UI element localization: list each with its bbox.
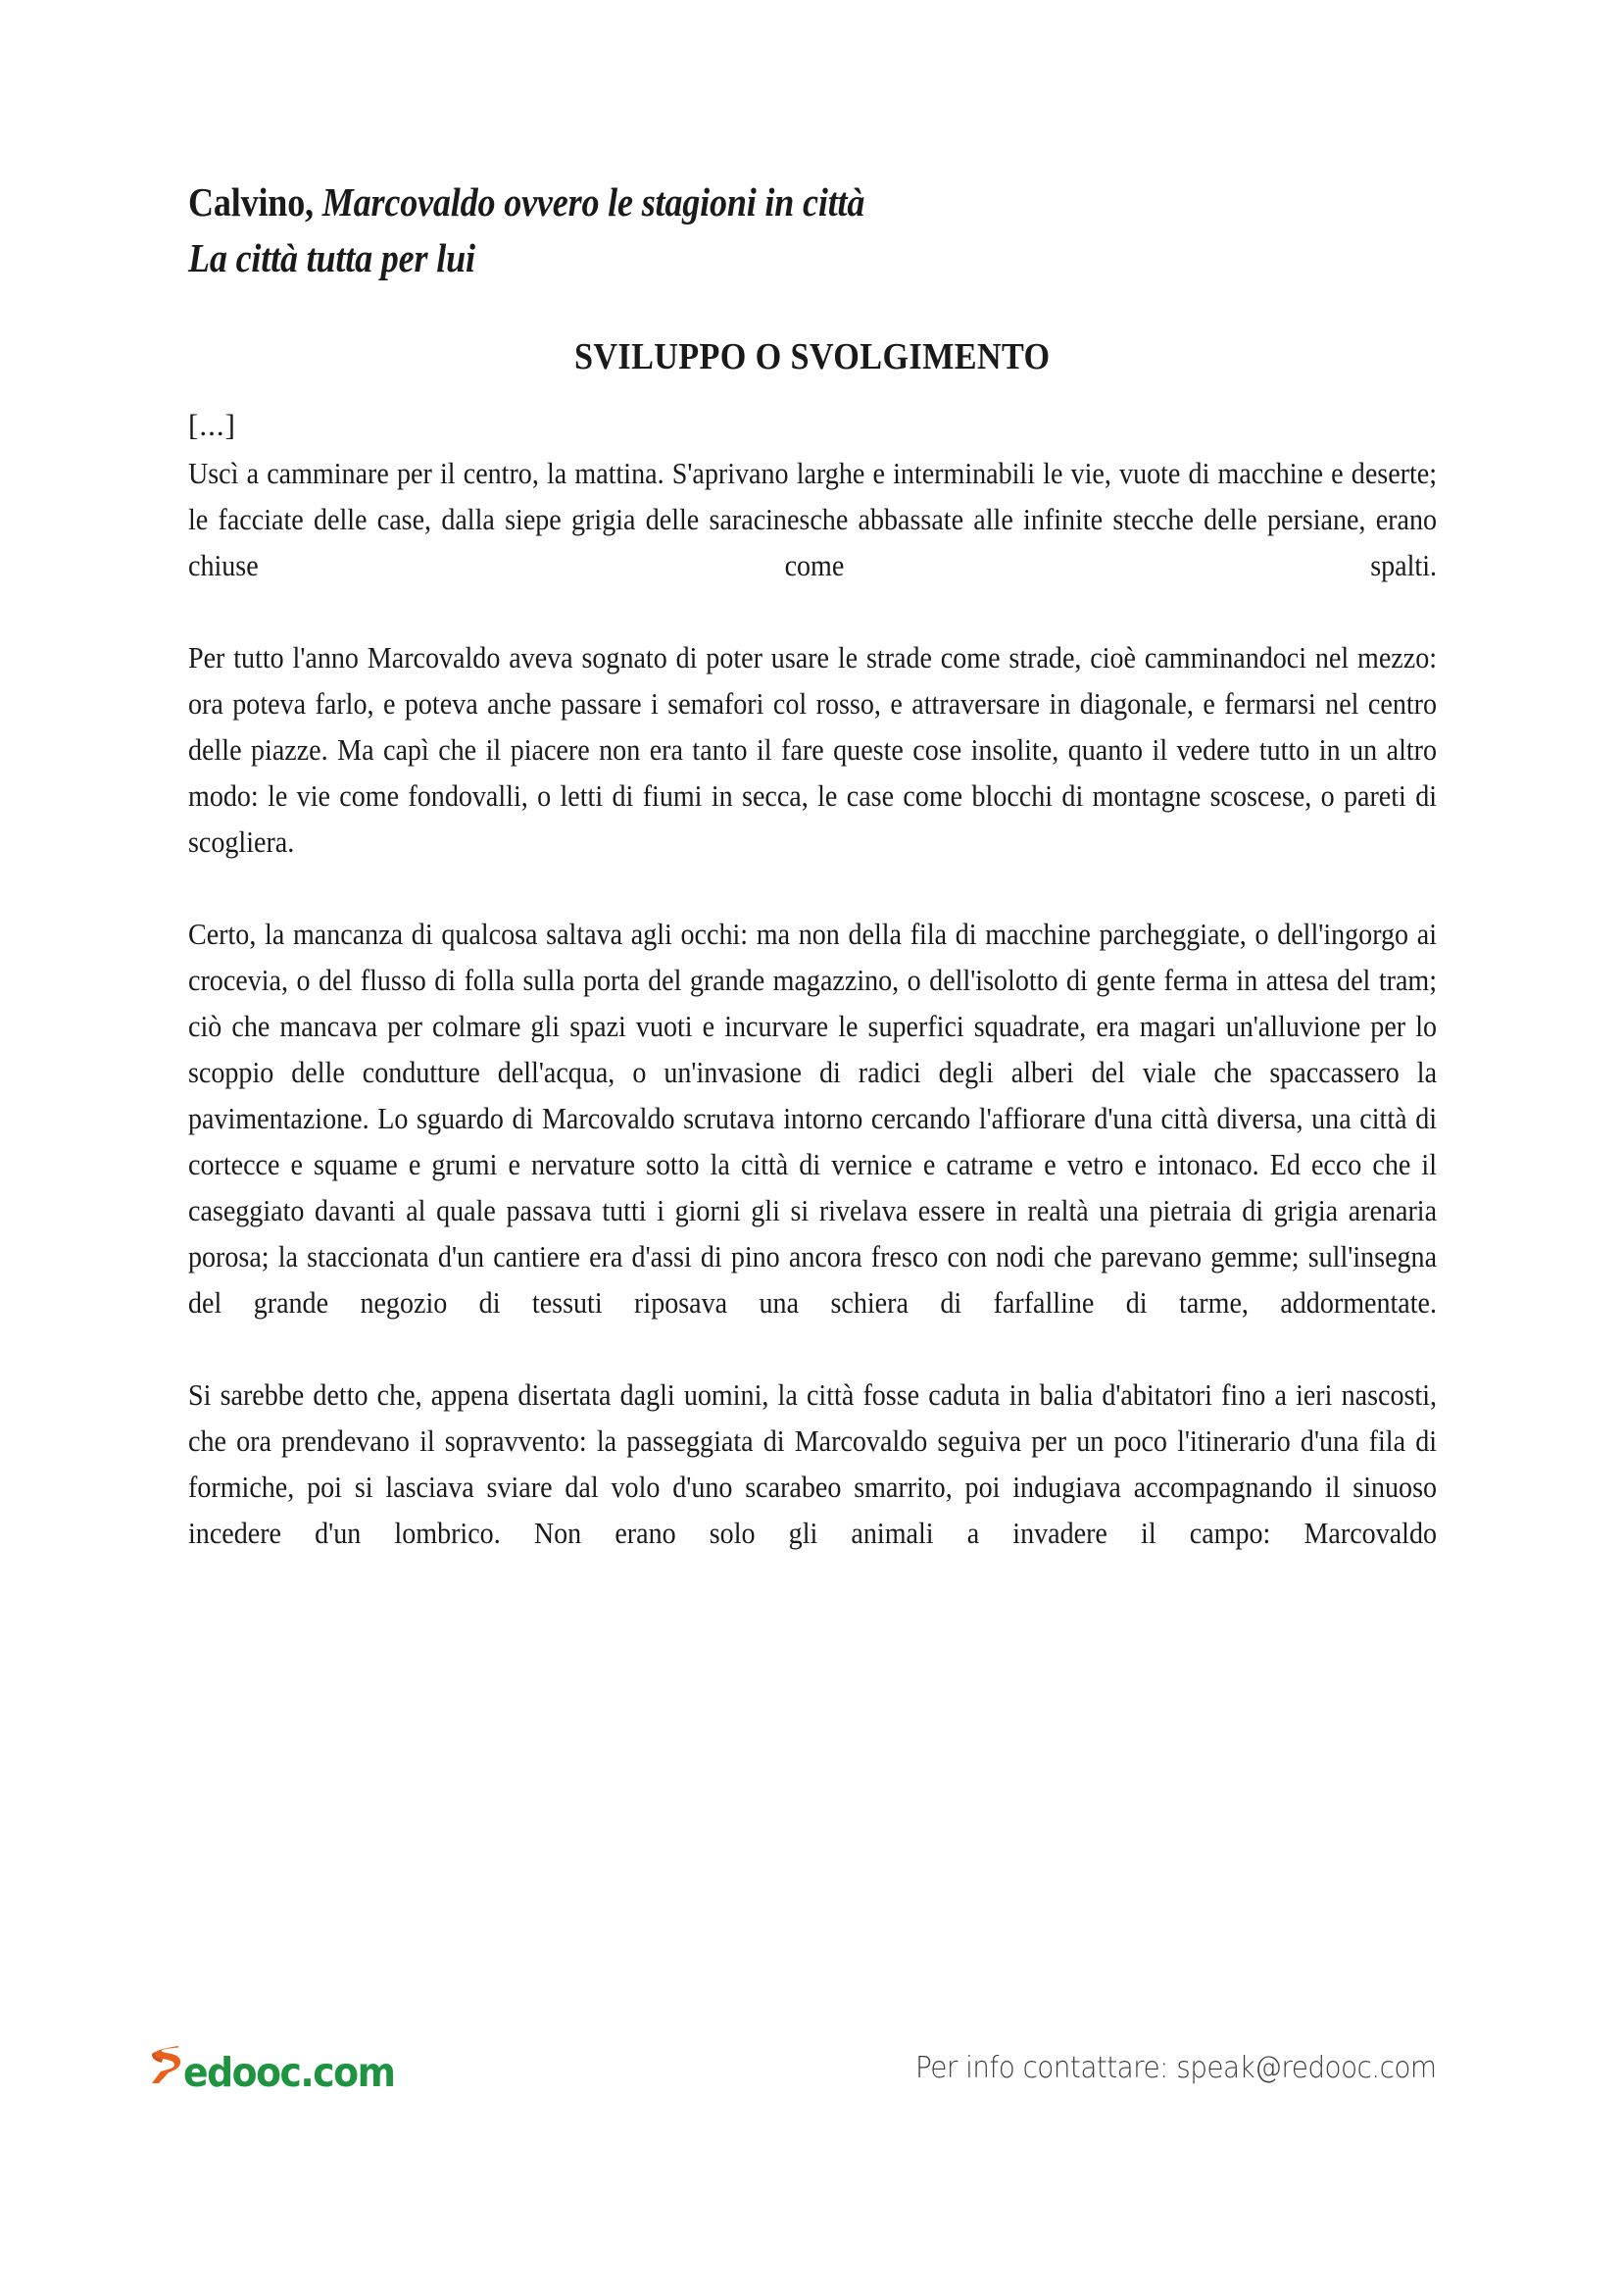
document-subtitle: La città tutta per lui: [188, 235, 475, 280]
page-footer: [183, 2033, 1437, 2121]
document-title: [188, 175, 1430, 230]
paragraph-text: Certo, la mancanza di qualcosa saltava agli occhi: ma non della fila di macchine parcheggiate, o dell'ingorgo ai crocevia, o del flusso di folla sulla porta del grande magazzino, o dell'isolotto di gente ferma in attesa del tram; ciò che mancava per colmare gli spazi vuoti e incurvare le superfici squadrate, era magari un'alluvione per lo scoppio delle condutture dell'acqua, o un'invasione di radici degli alberi del viale che spaccassero la pavimentazione. Lo sguardo di Marcovaldo scrutava intorno cercando l'affiorare d'una città diversa, una città di cortecce e squame e grumi e nervature sotto la città di vernice e catrame e vetro e intonaco. Ed ecco che il caseggiato davanti al quale passava tutti i giorni gli si rivelava essere in realtà una pietraia di grigia arenaria porosa; la staccionata d'un cantiere era d'assi di pino ancora fresco con nodi che parevano gemme; sull'insegna del grande negozio di tessuti riposava una schiera di farfalline di tarme, addormentate.: [188, 917, 1438, 1320]
redooc-logo[interactable]: [149, 2043, 413, 2096]
title-author: Calvino,: [188, 179, 314, 225]
paragraph-text: Si sarebbe detto che, appena disertata dagli uomini, la città fosse caduta in balia d'abitatori fino a ieri nascosti, che ora prendevano il sopravvento: la passeggiata di Marcovaldo seguiva per un poco l'itinerario d'una fila di formiche, poi si lasciava sviare dal volo d'uno scarabeo smarrito, poi indugiava accompagnando il sinuoso incedere d'un lombrico. Non erano solo gli animali a invadere il campo: Marcovaldo: [188, 1377, 1438, 1550]
footer-contact-text: Per info contattare: speak@redooc.com: [915, 2051, 1437, 2085]
body-paragraph: [188, 634, 1437, 911]
document-content: [188, 175, 1437, 1602]
ellipsis-marker: [...]: [188, 408, 236, 442]
paragraph-text: Uscì a camminare per il centro, la mattina. S'aprivano larghe e interminabili le vie, vuote di macchine e deserte; le facciate delle case, dalla siepe grigia delle saracinesche abbassate alle infinite stecche delle persiane, erano chiuse come spalti.: [188, 456, 1438, 582]
body-paragraph: [188, 450, 1437, 634]
section-heading: [188, 333, 1437, 380]
title-work: Marcovaldo ovvero le stagioni in città: [321, 179, 865, 225]
body-paragraph: [188, 911, 1437, 1372]
paragraph-text: Per tutto l'anno Marcovaldo aveva sognato di poter usare le strade come strade, cioè camminandoci nel mezzo: ora poteva farlo, e poteva anche passare i semafori col rosso, e attraversare in diagonale, e fermarsi nel centro delle piazze. Ma capì che il piacere non era tanto il fare queste cose insolite, quanto il vedere tutto in un altro modo: le vie come fondovalli, o letti di fiumi in secca, le case come blocchi di montagne scoscese, o pareti di scogliera.: [188, 640, 1438, 859]
reversed-r-icon: [149, 2043, 182, 2086]
body-paragraph: [188, 1372, 1437, 1602]
section-heading-label: SVILUPPO O SVOLGIMENTO: [574, 336, 1051, 377]
redooc-logo-text: edooc.com: [183, 2049, 395, 2096]
